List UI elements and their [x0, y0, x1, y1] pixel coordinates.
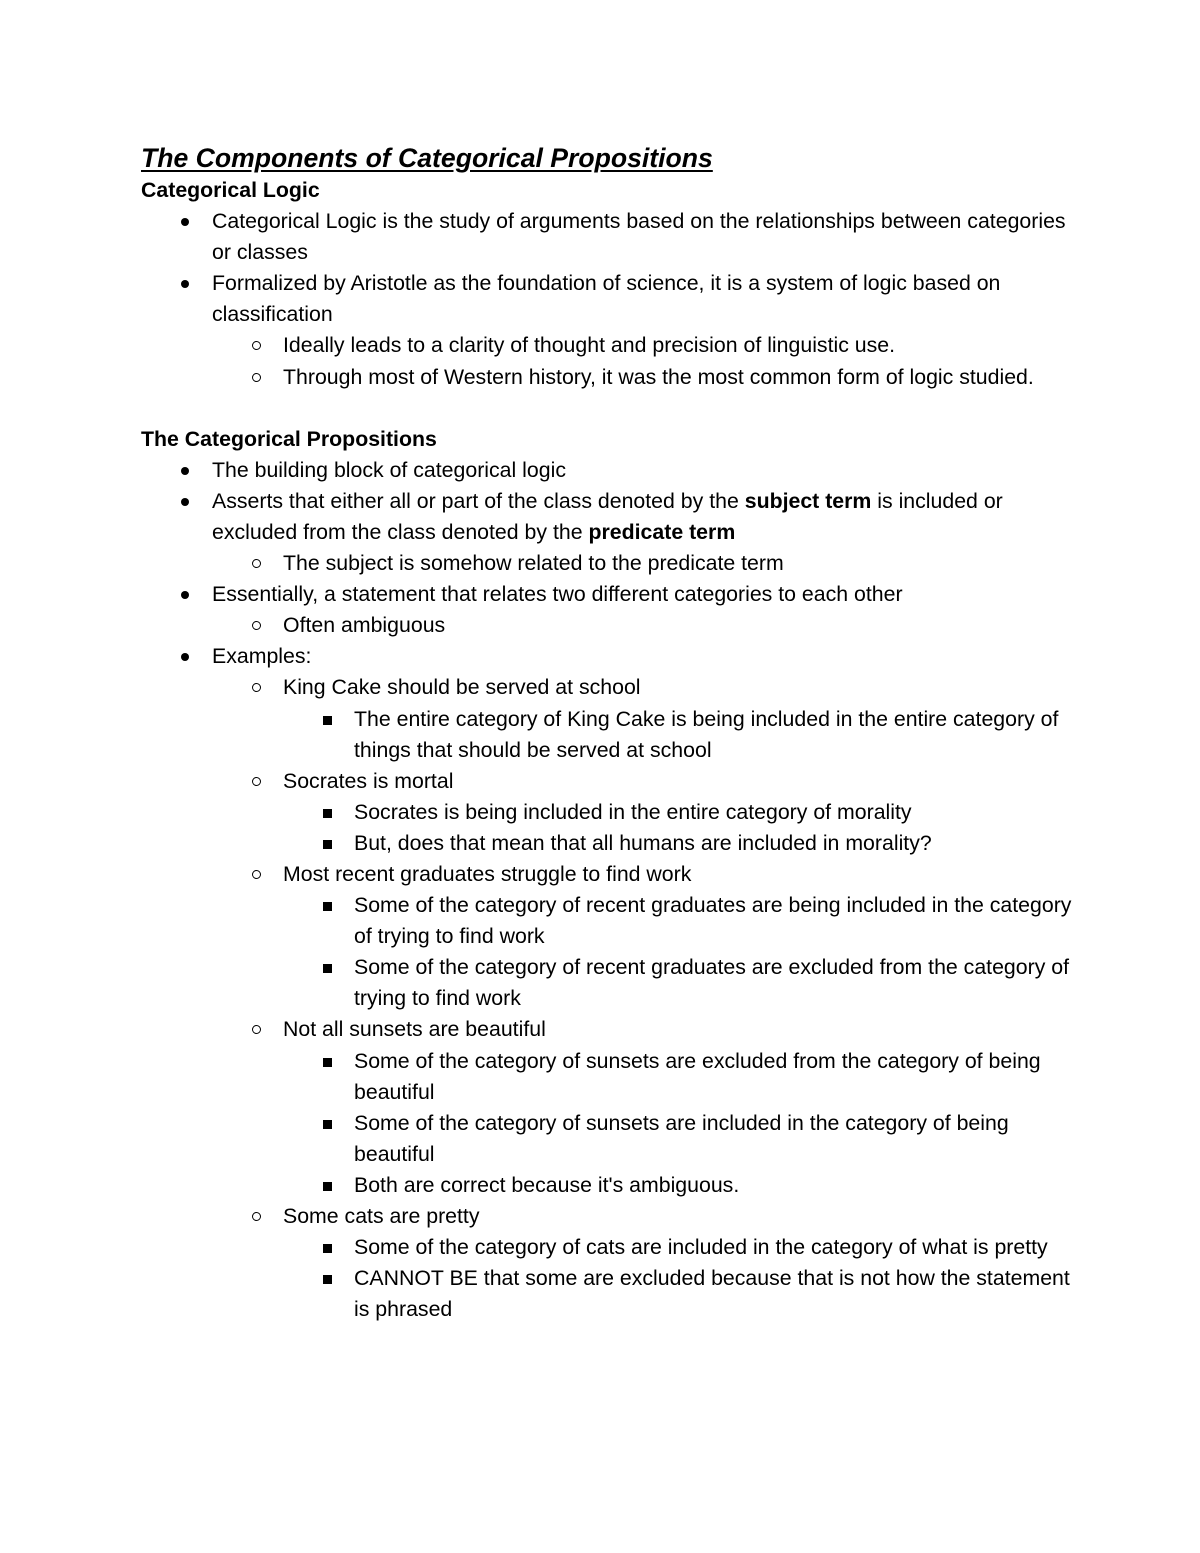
bullet-circle-icon [246, 859, 266, 890]
list-item-text: Some of the category of recent graduates are excluded from the category of trying to find work [354, 955, 1070, 1011]
list-item-text: Not all sunsets are beautiful [283, 1017, 546, 1042]
sub-sub-list [283, 1046, 1081, 1201]
list-item-text: Socrates is being included in the entire category of morality [354, 799, 912, 824]
list-item-text: Some of the category of sunsets are excluded from the category of being beautiful [354, 1048, 1041, 1104]
bullet-list [141, 455, 1081, 1326]
list-item [212, 548, 1081, 579]
bullet-square-icon [317, 1263, 337, 1294]
list-item-text-part: is included or excluded from the class denoted by the [212, 488, 1003, 544]
sub-sub-list [283, 1232, 1081, 1325]
bullet-square-icon [317, 1046, 337, 1077]
sub-sub-list [283, 704, 1081, 766]
section-heading: The Categorical Propositions [141, 426, 437, 451]
bullet-dot-icon [175, 579, 195, 610]
bullet-dot-icon [175, 486, 195, 517]
list-item-text: Some of the category of sunsets are included in the category of being beautiful [354, 1110, 1009, 1166]
sub-list [212, 610, 1081, 641]
bullet-square-icon [317, 704, 337, 735]
list-item [212, 1014, 1081, 1201]
section-spacer [141, 393, 1081, 424]
sub-list [212, 672, 1081, 1325]
list-item [212, 1201, 1081, 1325]
bullet-circle-icon [246, 330, 266, 361]
bold-term-predicate: predicate term [588, 519, 736, 544]
page-title: The Components of Categorical Propositions [141, 143, 713, 173]
sub-sub-list [283, 890, 1081, 1014]
list-item [141, 206, 1081, 268]
bullet-dot-icon [175, 641, 195, 672]
list-item-text: Examples: [212, 644, 312, 669]
list-item [283, 952, 1081, 1014]
bullet-square-icon [317, 1232, 337, 1263]
document-body [141, 141, 1081, 1325]
list-item [212, 610, 1081, 641]
list-item-text: The subject is somehow related to the predicate term [283, 551, 784, 576]
bullet-list [141, 206, 1081, 393]
bullet-square-icon [317, 952, 337, 983]
list-item [283, 1263, 1081, 1325]
section-heading: Categorical Logic [141, 178, 320, 202]
list-item [283, 828, 1081, 859]
list-item [212, 362, 1081, 393]
list-item-text: Both are correct because it's ambiguous. [354, 1172, 740, 1197]
list-item-text: Ideally leads to a clarity of thought and precision of linguistic use. [283, 333, 896, 358]
list-item-text: Socrates is mortal [283, 768, 454, 793]
list-item [212, 859, 1081, 1014]
bullet-circle-icon [246, 610, 266, 641]
list-item-text: Formalized by Aristotle as the foundation of science, it is a system of logic based on classification [212, 271, 1001, 327]
list-item [283, 797, 1081, 828]
list-item [141, 486, 1081, 579]
list-item [283, 1108, 1081, 1170]
bullet-square-icon [317, 828, 337, 859]
list-item [212, 766, 1081, 859]
sub-sub-list [283, 797, 1081, 859]
list-item-text: CANNOT BE that some are excluded because that is not how the statement is phrased [354, 1266, 1070, 1322]
list-item-text: Often ambiguous [283, 613, 446, 638]
list-item [141, 579, 1081, 641]
list-item [283, 1170, 1081, 1201]
list-item-text: Some of the category of cats are included in the category of what is pretty [354, 1235, 1048, 1260]
bullet-circle-icon [246, 362, 266, 393]
list-item [212, 330, 1081, 361]
list-item [283, 890, 1081, 952]
bullet-circle-icon [246, 672, 266, 703]
list-item-text-part: Asserts that either all or part of the class denoted by the [212, 488, 745, 513]
list-item [283, 704, 1081, 766]
bullet-circle-icon [246, 548, 266, 579]
bullet-dot-icon [175, 268, 195, 299]
list-item-text: But, does that mean that all humans are included in morality? [354, 830, 932, 855]
list-item [283, 1046, 1081, 1108]
list-item [141, 641, 1081, 1325]
list-item-text: Some of the category of recent graduates are being included in the category of trying to find work [354, 893, 1072, 949]
list-item-text: The building block of categorical logic [212, 457, 566, 482]
list-item-text: Categorical Logic is the study of arguments based on the relationships between categories or classes [212, 209, 1066, 265]
list-item-text: The entire category of King Cake is being included in the entire category of things that should be served at school [354, 706, 1059, 762]
list-item [141, 455, 1081, 486]
bullet-square-icon [317, 797, 337, 828]
bold-term-subject: subject term [744, 488, 872, 513]
bullet-square-icon [317, 1170, 337, 1201]
bullet-circle-icon [246, 1201, 266, 1232]
list-item [212, 672, 1081, 765]
list-item [141, 268, 1081, 392]
list-item-text: Essentially, a statement that relates two different categories to each other [212, 582, 903, 607]
list-item-text: Through most of Western history, it was the most common form of logic studied. [283, 364, 1034, 389]
bullet-dot-icon [175, 206, 195, 237]
bullet-circle-icon [246, 1014, 266, 1045]
bullet-circle-icon [246, 766, 266, 797]
list-item-text: Most recent graduates struggle to find work [283, 861, 692, 886]
sub-list [212, 330, 1081, 392]
sub-list [212, 548, 1081, 579]
list-item-text: Some cats are pretty [283, 1204, 480, 1228]
bullet-square-icon [317, 890, 337, 921]
list-item [283, 1232, 1081, 1263]
list-item-text: King Cake should be served at school [283, 675, 641, 700]
bullet-dot-icon [175, 455, 195, 486]
bullet-square-icon [317, 1108, 337, 1139]
